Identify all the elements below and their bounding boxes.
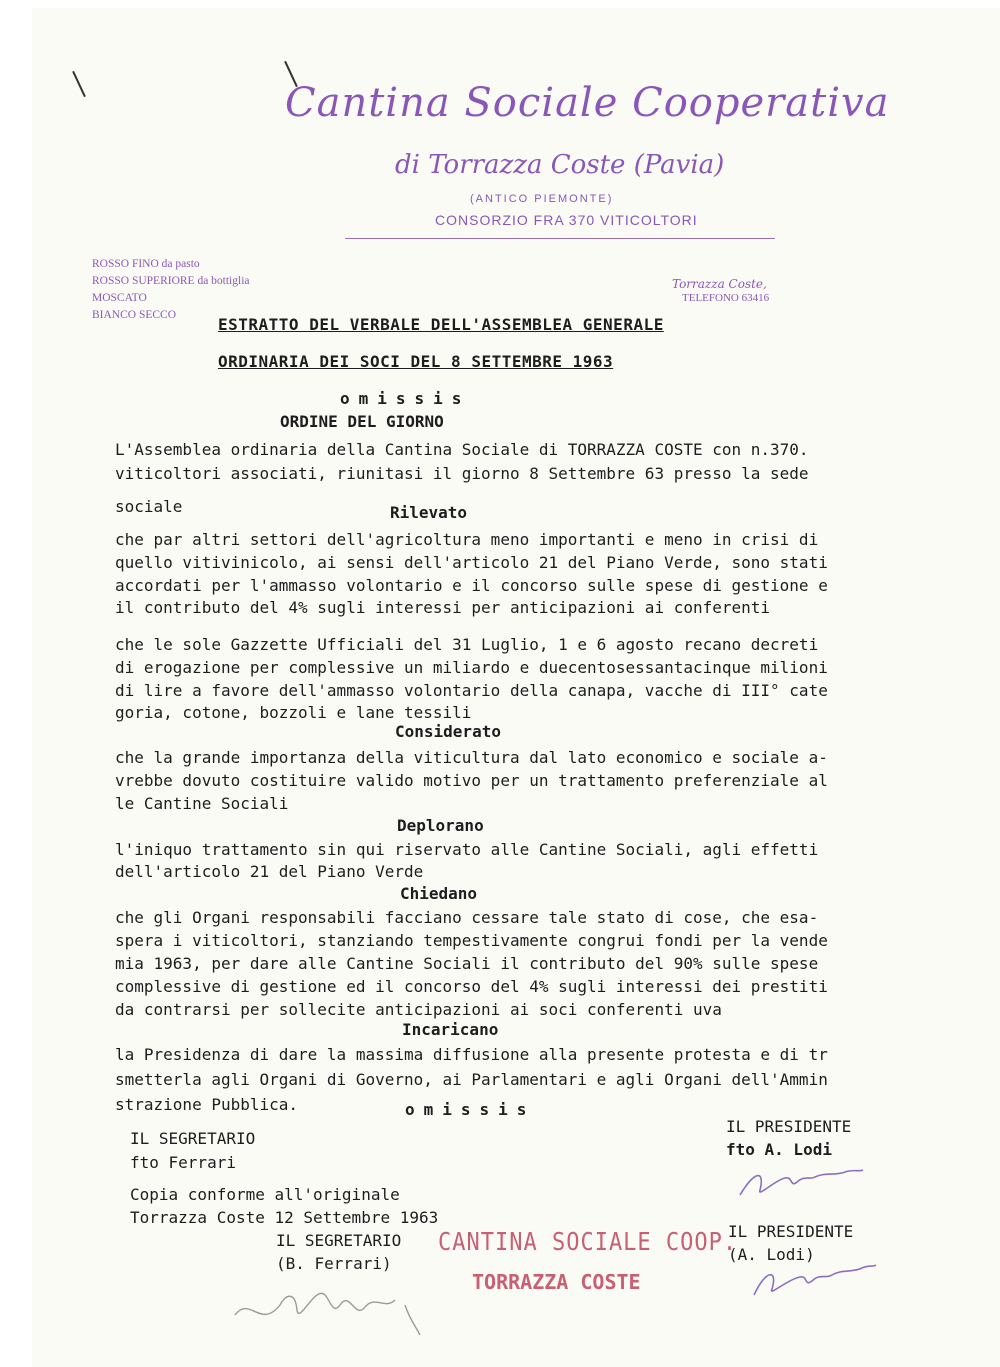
intro-line: L'Assemblea ordinaria della Cantina Sociale di TORRAZZA COSTE con n.370.: [115, 440, 809, 459]
letterhead-consortium: CONSORZIO FRA 370 VITICOLTORI: [435, 212, 698, 228]
para5-line: da contrarsi per sollecite anticipazioni ai soci conferenti uva: [115, 1000, 722, 1019]
product-item: ROSSO SUPERIORE da bottiglia: [92, 275, 250, 287]
ordine-del-giorno: ORDINE DEL GIORNO: [280, 412, 444, 431]
heading-line-2: ORDINARIA DEI SOCI DEL 8 SETTEMBRE 1963: [218, 352, 614, 371]
letterhead-divider: [345, 238, 775, 239]
para3-line: le Cantine Sociali: [115, 794, 289, 813]
segretario2-name: (B. Ferrari): [276, 1254, 392, 1273]
para5-line: mia 1963, per dare alle Cantine Sociali il contributo del 90% sulle spese: [115, 954, 819, 973]
para3-line: che la grande importanza della viticultura dal lato economico e sociale a-: [115, 748, 828, 767]
section-considerato: Considerato: [395, 722, 501, 741]
segretario2-title: IL SEGRETARIO: [276, 1231, 402, 1250]
section-chiedano: Chiedano: [400, 884, 478, 903]
para2-line: che le sole Gazzette Ufficiali del 31 Luglio, 1 e 6 agosto recano decreti: [115, 635, 819, 654]
para5-line: che gli Organi responsabili facciano cessare tale stato di cose, che esa-: [115, 908, 819, 927]
para6-line: strazione Pubblica.: [115, 1095, 299, 1114]
segretario-name: fto Ferrari: [130, 1153, 236, 1172]
presidente2-name: (A. Lodi): [728, 1245, 815, 1264]
section-incaricano: Incaricano: [402, 1020, 499, 1039]
segretario-signature: [225, 1265, 435, 1345]
stamp-line-2: TORRAZZA COSTE: [472, 1270, 641, 1294]
product-item: ROSSO FINO da pasto: [92, 258, 200, 270]
segretario-title: IL SEGRETARIO: [130, 1129, 256, 1148]
para2-line: di erogazione per complessive un miliardo e duecentosessantacinque milioni: [115, 658, 828, 677]
letterhead-region: (ANTICO PIEMONTE): [470, 193, 614, 205]
section-rilevato: Rilevato: [390, 503, 468, 522]
para5-line: complessive di gestione ed il concorso del 4% sugli interessi dei prestiti: [115, 977, 828, 996]
presidente-title: IL PRESIDENTE: [726, 1117, 852, 1136]
intro-line: viticoltori associati, riunitasi il giorno 8 Settembre 63 presso la sede: [115, 464, 809, 483]
copia-line: Copia conforme all'originale: [130, 1185, 400, 1204]
presidente2-title: IL PRESIDENTE: [728, 1222, 854, 1241]
para1-line: accordati per l'ammasso volontario e il concorso sulle spese di gestione e: [115, 576, 828, 595]
letterhead-place: Torrazza Coste,: [672, 277, 767, 291]
para6-line: la Presidenza di dare la massima diffusione alla presente protesta e di tr: [115, 1045, 828, 1064]
omissis-top: omissis: [340, 389, 471, 408]
para4-line: l'iniquo trattamento sin qui riservato alle Cantine Sociali, agli effetti: [115, 840, 819, 859]
para5-line: spera i viticoltori, stanziando tempestivamente congrui fondi per la vende: [115, 931, 828, 950]
para4-line: dell'articolo 21 del Piano Verde: [115, 862, 424, 881]
section-deplorano: Deplorano: [397, 816, 484, 835]
copia-date: Torrazza Coste 12 Settembre 1963: [130, 1208, 439, 1227]
letterhead-subtitle: di Torrazza Coste (Pavia): [395, 150, 725, 180]
para3-line: vrebbe dovuto costituire valido motivo per un trattamento preferenziale al: [115, 771, 828, 790]
presidente2-signature: [748, 1257, 878, 1302]
letterhead-phone: TELEFONO 63416: [682, 292, 770, 304]
para1-line: quello vitivinicolo, ai sensi dell'articolo 21 del Piano Verde, sono stati: [115, 553, 828, 572]
heading-line-1: ESTRATTO DEL VERBALE DELL'ASSEMBLEA GENERALE: [218, 315, 664, 334]
product-item: MOSCATO: [92, 292, 147, 304]
presidente-name: fto A. Lodi: [726, 1140, 832, 1159]
presidente-signature: [735, 1160, 865, 1205]
para2-line: goria, cotone, bozzoli e lane tessili: [115, 703, 472, 722]
para6-line: smetterla agli Organi di Governo, ai Parlamentari e agli Organi dell'Ammin: [115, 1070, 828, 1089]
product-item: BIANCO SECCO: [92, 309, 177, 321]
para2-line: di lire a favore dell'ammasso volontario della canapa, vacche di III° cate: [115, 681, 828, 700]
para1-line: il contributo del 4% sugli interessi per anticipazioni ai conferenti: [115, 598, 771, 617]
stamp-line-1: CANTINA SOCIALE COOP.: [438, 1228, 738, 1257]
product-list: [92, 256, 250, 324]
omissis-bottom: omissis: [405, 1100, 536, 1119]
letterhead-title: Cantina Sociale Cooperativa: [285, 80, 890, 126]
intro-line: sociale: [115, 497, 183, 516]
para1-line: che par altri settori dell'agricoltura meno importanti e meno in crisi di: [115, 530, 819, 549]
